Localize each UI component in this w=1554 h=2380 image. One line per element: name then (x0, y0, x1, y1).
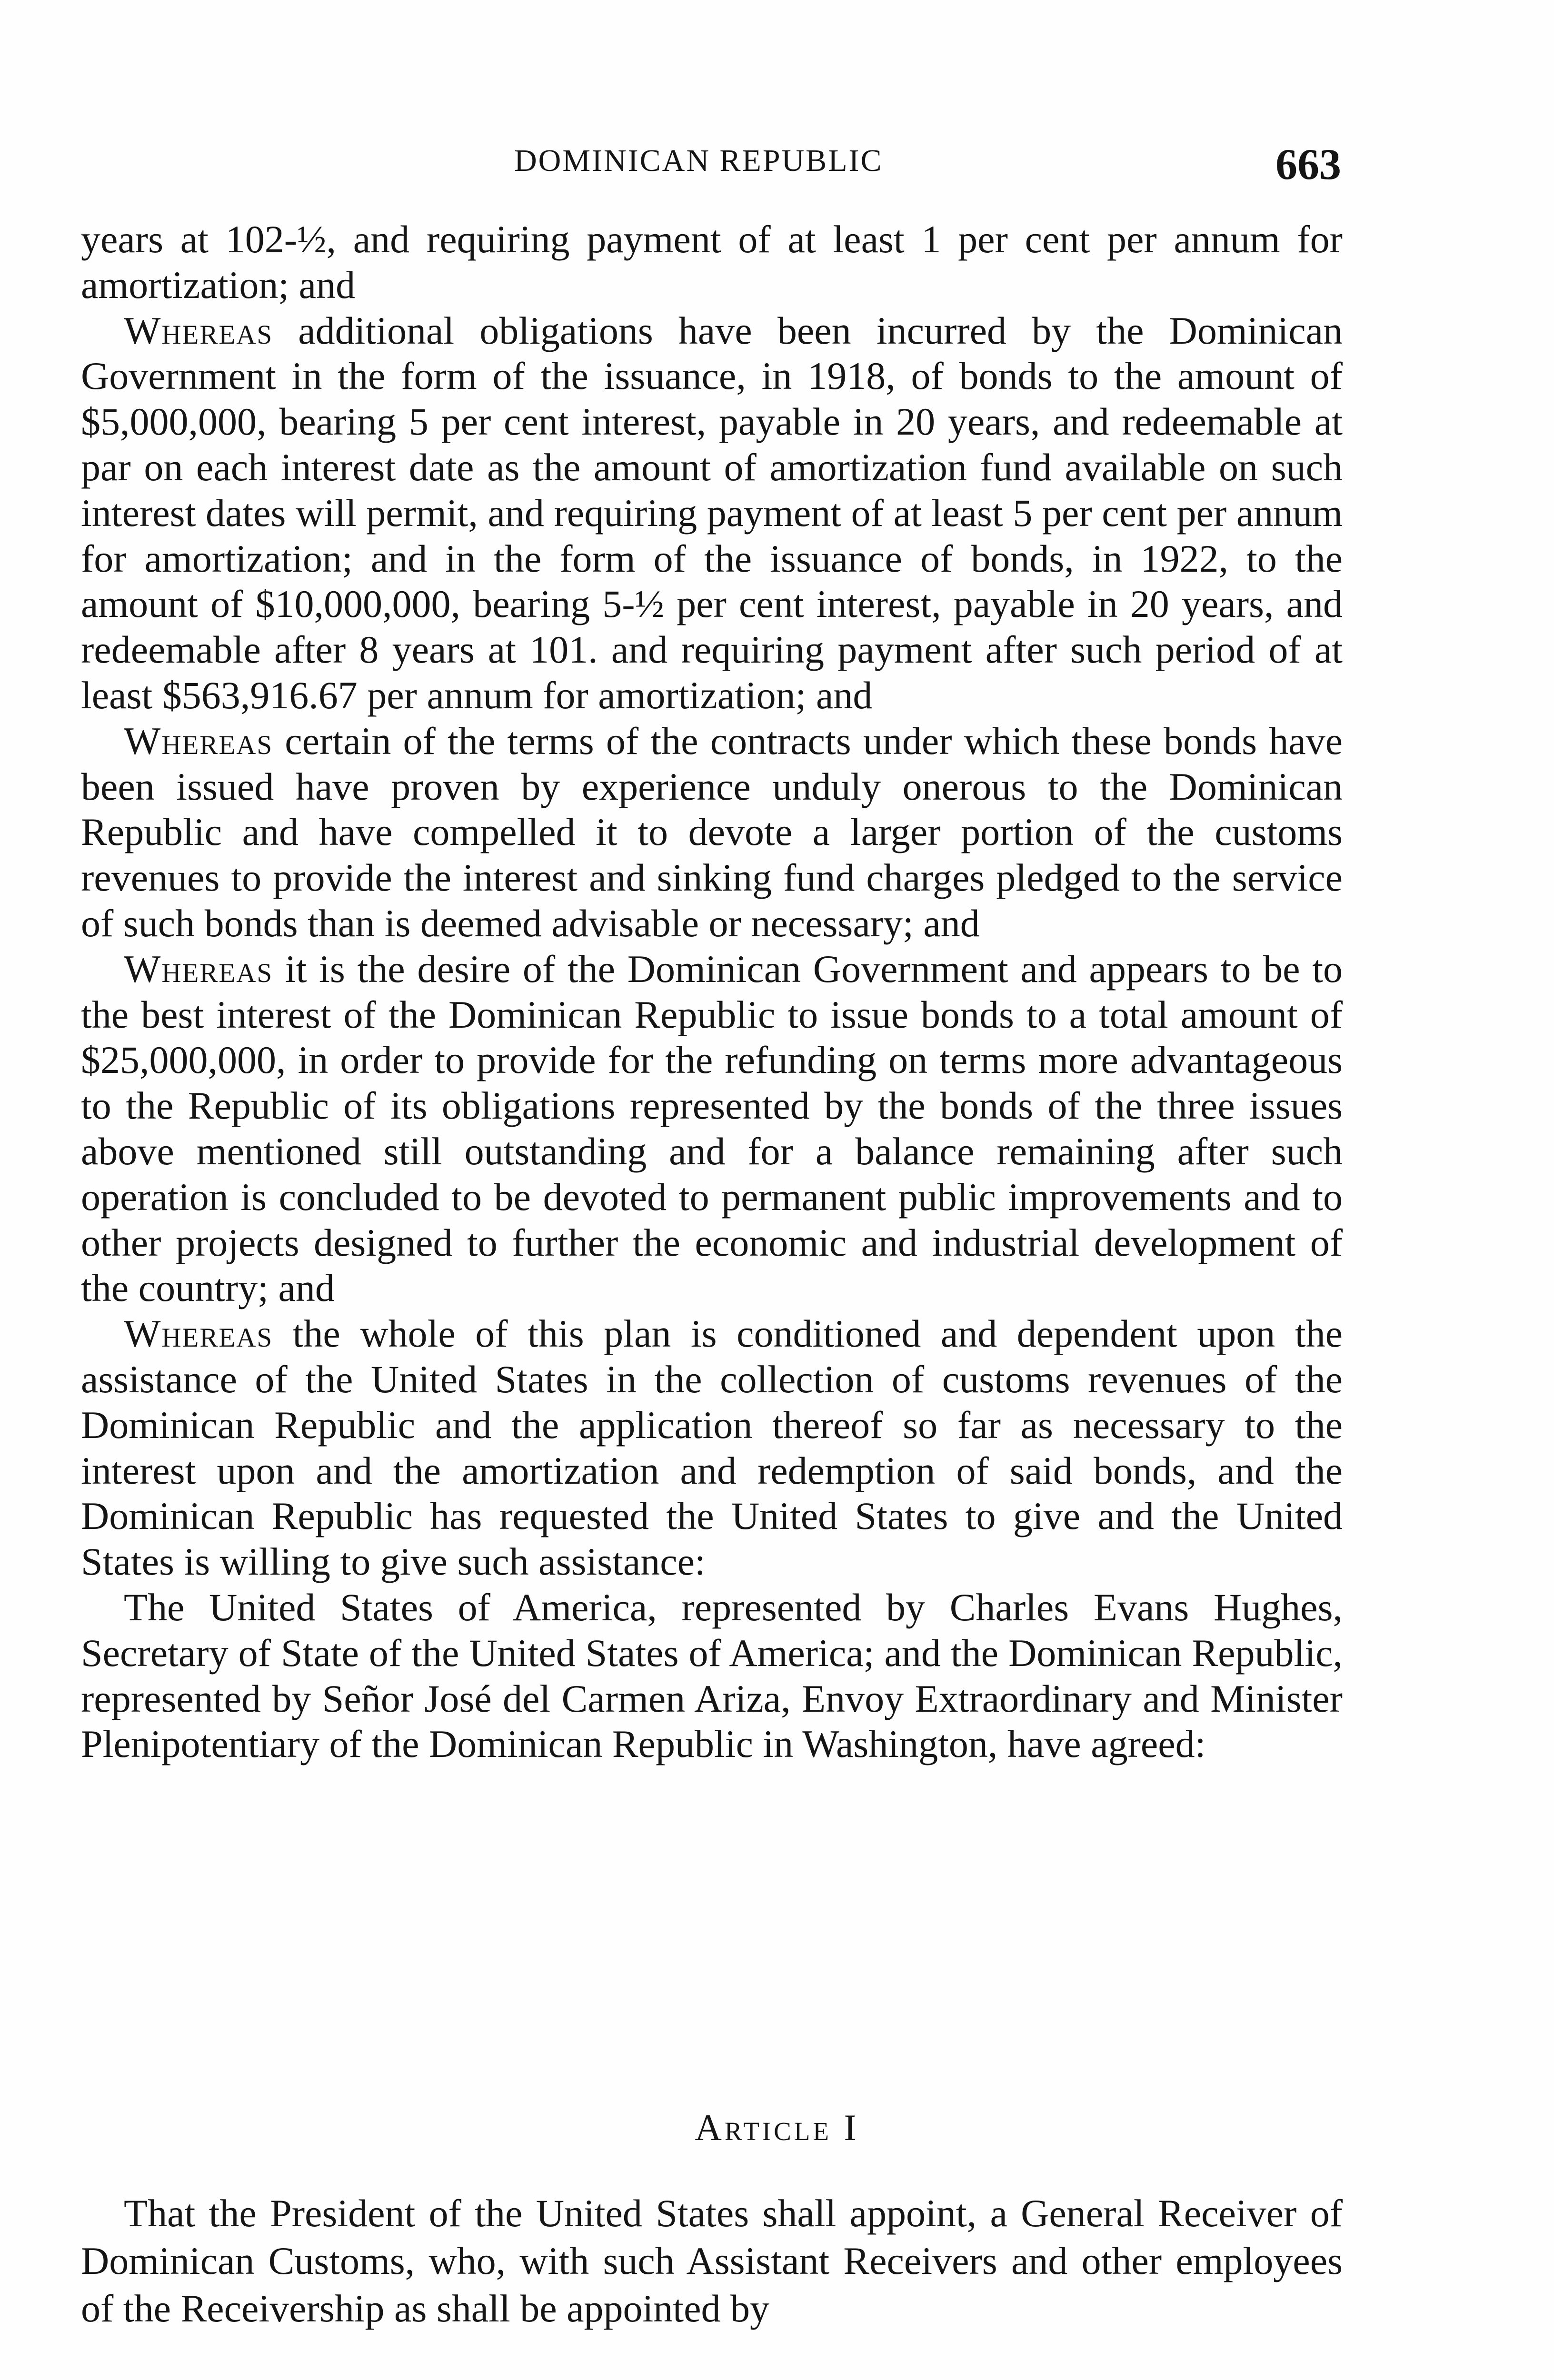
whereas-lead-2: Whereas (124, 719, 273, 763)
whereas-paragraph-1 (81, 308, 1343, 718)
whereas-paragraph-4 (81, 1311, 1343, 1585)
page-header (0, 140, 1554, 190)
parties-paragraph: The United States of America, represented by Charles Evans Hughes, Secretary of State of the United States of America; and the Dominican Republic, represented by Señor José del Carmen Ariza, Envoy Extraordinary and Minister Plenipotentiary of the Dominican Republic in Washington, have agreed: (81, 1585, 1343, 1766)
whereas-lead-1: Whereas (124, 308, 273, 352)
article-heading: Article I (695, 2107, 859, 2148)
page-number: 663 (1275, 140, 1341, 188)
whereas-lead-3: Whereas (124, 947, 273, 991)
whereas-text-1: additional obligations have been incurred by the Dominican Government in the form of the issuance, in 1918, of bonds to the amount of $5,000,000, bearing 5 per cent interest, payable in 20 years, and redeemable at par on each interest date as the amount of amortization fund available on such interest dates will permit, and requiring payment of at least 5 per cent per annum for amortization; and in the form of the issuance of bonds, in 1922, to the amount of $10,000,000, bearing 5-½ per cent interest, payable in 20 years, and redeemable after 8 years at 101. and requiring payment after such period of at least $563,916.67 per annum for amortization; and (81, 308, 1343, 717)
whereas-paragraph-2 (81, 718, 1343, 946)
body-text (81, 217, 1343, 1767)
running-head: DOMINICAN REPUBLIC (514, 143, 883, 178)
article-paragraph-1: That the President of the United States shall appoint, a General Receiver of Dominican Customs, who, with such Assistant Receivers and other employees of the Receivership as shall be appointed by (81, 2192, 1343, 2330)
whereas-text-4: the whole of this plan is conditioned and dependent upon the assistance of the United States in the collection of customs revenues of the Dominican Republic and the application thereof so far as necessary to the interest upon and the amortization and redemption of said bonds, and the Dominican Republic has requested the United States to give and the United States is willing to give such assistance: (81, 1312, 1343, 1584)
whereas-paragraph-3 (81, 946, 1343, 1311)
whereas-lead-4: Whereas (124, 1312, 273, 1356)
paragraph-continuation: years at 102-½, and requiring payment of at least 1 per cent per annum for amortization; and (81, 218, 1343, 307)
whereas-text-2: certain of the terms of the contracts under which these bonds have been issued have proven by experience unduly onerous to the Dominican Republic and have compelled it to devote a larger portion of the customs revenues to provide the interest and sinking fund charges pledged to the service of such bonds than is deemed advisable or necessary; and (81, 719, 1343, 945)
article-text (81, 2190, 1343, 2332)
whereas-text-3: it is the desire of the Dominican Government and appears to be to the best interest of the Dominican Republic to issue bonds to a total amount of $25,000,000, in order to provide for the refunding on terms more advantageous to the Republic of its obligations represented by the bonds of the three issues above mentioned still outstanding and for a balance remaining after such operation is concluded to be devoted to permanent public improvements and to other projects designed to further the economic and industrial development of the country; and (81, 947, 1343, 1310)
